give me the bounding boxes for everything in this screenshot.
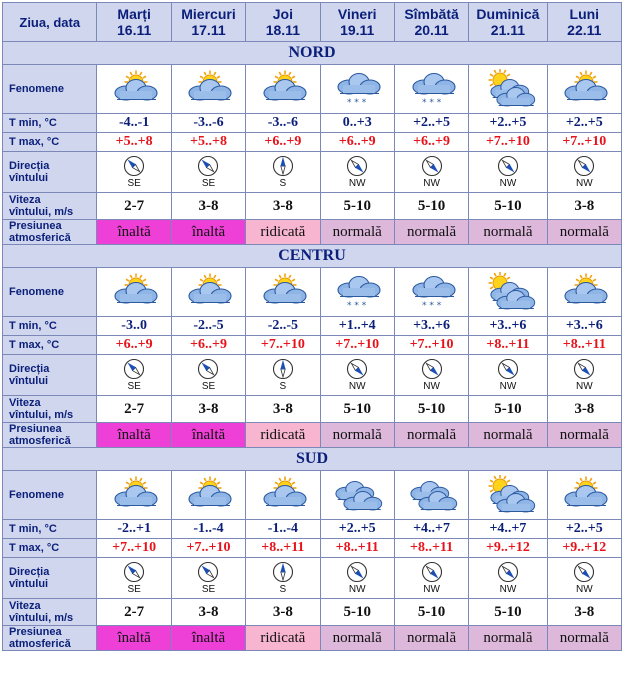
- tmax-value: +5..+8: [171, 133, 245, 152]
- svg-text:* * *: * * *: [421, 98, 441, 108]
- tmin-row: [3, 317, 622, 336]
- pressure-value: înaltă: [97, 626, 171, 651]
- tmax-value: +7..+10: [171, 539, 245, 558]
- tmin-value: -3..0: [97, 317, 171, 336]
- wind-speed-value: 3-8: [547, 396, 621, 423]
- wind-direction-row: [3, 558, 622, 599]
- wind-direction-code: SE: [201, 584, 216, 595]
- row-label: [3, 558, 97, 599]
- compass-icon: [395, 561, 468, 583]
- tmin-value: -3..-6: [246, 114, 320, 133]
- wind-speed-value: 2-7: [97, 599, 171, 626]
- wind-direction-code: SE: [201, 381, 216, 392]
- wind-direction-code: NW: [575, 381, 593, 392]
- wind-direction-cell: [547, 558, 621, 599]
- day-date: 17.11: [191, 22, 226, 38]
- phenomena-cell: [97, 268, 171, 317]
- day-name: Marți: [117, 6, 151, 22]
- row-label-text: T min, °C: [9, 320, 57, 332]
- tmax-value: +7..+10: [469, 133, 547, 152]
- row-label-text: Viteza: [9, 194, 41, 206]
- compass-icon: [548, 155, 621, 177]
- cloudy-icon: [321, 475, 394, 515]
- wind-direction-code: NW: [348, 381, 366, 392]
- row-label-text: Fenomene: [9, 83, 65, 95]
- wind-direction-cell: [320, 152, 394, 193]
- phenomena-cell: [97, 471, 171, 520]
- pressure-value: normală: [469, 423, 547, 448]
- wind-direction-cell: [246, 152, 320, 193]
- wind-direction-cell: [97, 355, 171, 396]
- tmax-value: +9..+12: [469, 539, 547, 558]
- compass-icon: [321, 155, 394, 177]
- day-header: [320, 3, 394, 42]
- row-label: [3, 65, 97, 114]
- day-name: Duminică: [476, 6, 540, 22]
- compass-icon: [172, 155, 245, 177]
- cloudy-snow-icon: [395, 272, 468, 312]
- row-label: [3, 193, 97, 220]
- wind-speed-value: 3-8: [171, 599, 245, 626]
- phenomena-cell: [469, 268, 547, 317]
- day-name: Miercuri: [181, 6, 236, 22]
- compass-icon: [321, 358, 394, 380]
- phenomena-cell: [246, 471, 320, 520]
- tmin-value: +3..+6: [394, 317, 468, 336]
- phenomena-cell: [469, 65, 547, 114]
- day-header: [469, 3, 547, 42]
- tmax-value: +6..+9: [171, 336, 245, 355]
- forecast-body: [3, 42, 622, 651]
- tmin-value: -2..+1: [97, 520, 171, 539]
- wind-direction-code: NW: [423, 178, 440, 189]
- wind-speed-value: 5-10: [394, 396, 468, 423]
- partly-cloudy-icon: [246, 69, 319, 109]
- partly-cloudy-icon: [172, 69, 245, 109]
- tmin-value: -3..-6: [171, 114, 245, 133]
- tmax-value: +6..+9: [246, 133, 320, 152]
- tmax-value: +6..+9: [320, 133, 394, 152]
- compass-icon: [469, 358, 546, 380]
- row-label-text: vîntului, m/s: [9, 206, 74, 218]
- region-header-row: [3, 42, 622, 65]
- day-header: [171, 3, 245, 42]
- wind-direction-code: NW: [348, 584, 366, 595]
- row-label-text: atmosferică: [9, 638, 71, 650]
- pressure-value: ridicată: [246, 423, 320, 448]
- row-label-text: vîntului, m/s: [9, 612, 74, 624]
- tmax-value: +8..+11: [547, 336, 621, 355]
- row-label: [3, 133, 97, 152]
- pressure-row: [3, 626, 622, 651]
- row-label: [3, 599, 97, 626]
- wind-speed-row: [3, 599, 622, 626]
- region-title: NORD: [3, 42, 622, 65]
- row-label-text: Fenomene: [9, 286, 65, 298]
- partly-cloudy-icon: [172, 475, 245, 515]
- wind-speed-value: 3-8: [171, 193, 245, 220]
- compass-icon: [97, 358, 170, 380]
- tmax-value: +7..+10: [97, 539, 171, 558]
- row-label: [3, 520, 97, 539]
- compass-icon: [97, 155, 170, 177]
- forecast-table: [2, 2, 622, 651]
- compass-icon: [246, 561, 319, 583]
- row-label: [3, 355, 97, 396]
- cloudy-sun-icon: [469, 272, 546, 312]
- svg-text:* * *: * * *: [347, 98, 367, 108]
- row-label: [3, 423, 97, 448]
- tmin-value: +2..+5: [394, 114, 468, 133]
- wind-direction-cell: [547, 355, 621, 396]
- day-header: [547, 3, 621, 42]
- partly-cloudy-icon: [548, 475, 621, 515]
- day-date: 21.11: [490, 22, 526, 38]
- phenomena-row: [3, 65, 622, 114]
- tmin-value: +2..+5: [547, 520, 621, 539]
- wind-direction-code: NW: [575, 178, 593, 189]
- phenomena-cell: [171, 65, 245, 114]
- day-name: Vineri: [337, 6, 377, 22]
- wind-speed-value: 2-7: [97, 396, 171, 423]
- tmax-value: +7..+10: [547, 133, 621, 152]
- cloudy-sun-icon: [469, 475, 546, 515]
- phenomena-cell: [246, 65, 320, 114]
- compass-icon: [172, 358, 245, 380]
- wind-direction-cell: [171, 558, 245, 599]
- compass-icon: [97, 561, 170, 583]
- pressure-value: înaltă: [171, 423, 245, 448]
- tmax-value: +9..+12: [547, 539, 621, 558]
- phenomena-cell: [394, 471, 468, 520]
- tmin-value: 0..+3: [320, 114, 394, 133]
- tmin-row: [3, 520, 622, 539]
- wind-speed-value: 3-8: [171, 396, 245, 423]
- cloudy-snow-icon: [395, 69, 468, 109]
- tmax-value: +8..+11: [469, 336, 547, 355]
- svg-text:* * *: * * *: [421, 301, 441, 311]
- row-label-text: T max, °C: [9, 339, 60, 351]
- phenomena-cell: [547, 471, 621, 520]
- row-label-text: vîntului: [9, 172, 49, 184]
- pressure-value: normală: [469, 220, 547, 245]
- wind-direction-code: S: [279, 381, 287, 392]
- cloudy-icon: [395, 475, 468, 515]
- compass-icon: [246, 155, 319, 177]
- wind-direction-cell: [97, 558, 171, 599]
- wind-direction-cell: [469, 558, 547, 599]
- pressure-value: normală: [547, 220, 621, 245]
- wind-speed-value: 5-10: [469, 193, 547, 220]
- compass-icon: [321, 561, 394, 583]
- wind-direction-cell: [469, 355, 547, 396]
- wind-direction-cell: [171, 355, 245, 396]
- day-date: 22.11: [567, 22, 602, 38]
- tmin-value: +1..+4: [320, 317, 394, 336]
- phenomena-cell: [97, 65, 171, 114]
- wind-speed-value: 5-10: [394, 599, 468, 626]
- tmin-value: +2..+5: [320, 520, 394, 539]
- row-label: [3, 317, 97, 336]
- phenomena-row: [3, 471, 622, 520]
- wind-speed-value: 5-10: [320, 193, 394, 220]
- svg-text:* * *: * * *: [347, 301, 367, 311]
- tmax-row: [3, 133, 622, 152]
- row-label: [3, 152, 97, 193]
- partly-cloudy-icon: [548, 69, 621, 109]
- tmin-value: -2..-5: [171, 317, 245, 336]
- wind-direction-code: NW: [499, 381, 517, 392]
- row-label-text: vîntului: [9, 375, 49, 387]
- header-row: [3, 3, 622, 42]
- row-label: [3, 268, 97, 317]
- region-header-row: [3, 245, 622, 268]
- region-title: CENTRU: [3, 245, 622, 268]
- partly-cloudy-icon: [97, 69, 170, 109]
- tmax-value: +8..+11: [246, 539, 320, 558]
- wind-direction-cell: [394, 355, 468, 396]
- pressure-value: ridicată: [246, 626, 320, 651]
- pressure-value: ridicată: [246, 220, 320, 245]
- phenomena-cell: [320, 65, 394, 114]
- phenomena-cell: [547, 268, 621, 317]
- wind-direction-cell: [97, 152, 171, 193]
- phenomena-row: [3, 268, 622, 317]
- row-label-text: Direcția: [9, 363, 50, 375]
- wind-direction-cell: [469, 152, 547, 193]
- tmin-row: [3, 114, 622, 133]
- wind-speed-value: 3-8: [246, 193, 320, 220]
- tmin-value: +3..+6: [547, 317, 621, 336]
- wind-direction-code: SE: [127, 381, 141, 392]
- row-label-text: Presiunea: [9, 220, 62, 232]
- row-label-text: atmosferică: [9, 435, 71, 447]
- day-header: [394, 3, 468, 42]
- pressure-value: normală: [394, 423, 468, 448]
- wind-speed-row: [3, 396, 622, 423]
- wind-direction-code: NW: [575, 584, 593, 595]
- day-name: Sîmbătă: [404, 6, 459, 22]
- tmax-value: +7..+10: [394, 336, 468, 355]
- cloudy-snow-icon: [321, 272, 394, 312]
- wind-direction-code: SE: [127, 584, 141, 595]
- compass-icon: [395, 358, 468, 380]
- row-label-text: atmosferică: [9, 232, 71, 244]
- tmax-value: +5..+8: [97, 133, 171, 152]
- wind-direction-code: NW: [423, 584, 440, 595]
- wind-speed-value: 3-8: [246, 396, 320, 423]
- wind-direction-row: [3, 355, 622, 396]
- tmin-value: +2..+5: [547, 114, 621, 133]
- row-label-text: Direcția: [9, 160, 50, 172]
- tmax-value: +7..+10: [320, 336, 394, 355]
- compass-icon: [395, 155, 468, 177]
- pressure-value: normală: [320, 220, 394, 245]
- row-label-text: T min, °C: [9, 117, 57, 129]
- row-label: [3, 471, 97, 520]
- day-date: 18.11: [265, 22, 300, 38]
- region-header-row: [3, 448, 622, 471]
- wind-direction-code: NW: [423, 381, 440, 392]
- pressure-value: normală: [547, 423, 621, 448]
- compass-icon: [469, 155, 546, 177]
- tmin-value: +4..+7: [394, 520, 468, 539]
- tmin-value: +2..+5: [469, 114, 547, 133]
- compass-icon: [548, 358, 621, 380]
- pressure-value: înaltă: [97, 220, 171, 245]
- wind-direction-cell: [394, 152, 468, 193]
- row-label-text: Viteza: [9, 397, 41, 409]
- pressure-value: normală: [469, 626, 547, 651]
- tmax-value: +7..+10: [246, 336, 320, 355]
- wind-direction-code: SE: [201, 178, 216, 189]
- wind-direction-code: SE: [127, 178, 141, 189]
- tmin-value: -1..-4: [171, 520, 245, 539]
- wind-speed-value: 5-10: [394, 193, 468, 220]
- pressure-value: înaltă: [171, 626, 245, 651]
- day-date: 16.11: [117, 22, 152, 38]
- wind-direction-code: NW: [499, 584, 517, 595]
- wind-direction-code: NW: [348, 178, 366, 189]
- phenomena-cell: [320, 268, 394, 317]
- phenomena-cell: [394, 268, 468, 317]
- pressure-value: înaltă: [97, 423, 171, 448]
- wind-speed-value: 5-10: [469, 396, 547, 423]
- day-name: Luni: [569, 6, 600, 22]
- row-label-text: Presiunea: [9, 423, 62, 435]
- day-name: Joi: [272, 6, 293, 22]
- partly-cloudy-icon: [246, 272, 319, 312]
- compass-icon: [548, 561, 621, 583]
- pressure-value: normală: [320, 423, 394, 448]
- phenomena-cell: [246, 268, 320, 317]
- row-label: [3, 220, 97, 245]
- pressure-value: normală: [547, 626, 621, 651]
- wind-direction-cell: [320, 355, 394, 396]
- tmax-value: +6..+9: [97, 336, 171, 355]
- row-label-text: Presiunea: [9, 626, 62, 638]
- tmax-value: +8..+11: [320, 539, 394, 558]
- wind-direction-row: [3, 152, 622, 193]
- wind-direction-cell: [394, 558, 468, 599]
- row-label-text: Direcția: [9, 566, 50, 578]
- phenomena-cell: [469, 471, 547, 520]
- wind-speed-row: [3, 193, 622, 220]
- compass-icon: [469, 561, 546, 583]
- wind-speed-value: 5-10: [320, 396, 394, 423]
- wind-direction-cell: [547, 152, 621, 193]
- pressure-value: înaltă: [171, 220, 245, 245]
- row-label-text: T min, °C: [9, 523, 57, 535]
- row-label-text: vîntului: [9, 578, 49, 590]
- phenomena-cell: [547, 65, 621, 114]
- phenomena-cell: [320, 471, 394, 520]
- pressure-value: normală: [394, 220, 468, 245]
- wind-direction-cell: [246, 355, 320, 396]
- compass-icon: [172, 561, 245, 583]
- wind-speed-value: 3-8: [246, 599, 320, 626]
- wind-speed-value: 3-8: [547, 193, 621, 220]
- header-corner: Ziua, data: [3, 3, 97, 42]
- wind-speed-value: 5-10: [320, 599, 394, 626]
- pressure-value: normală: [394, 626, 468, 651]
- row-label-text: Fenomene: [9, 489, 65, 501]
- row-label: [3, 626, 97, 651]
- wind-direction-code: S: [279, 178, 287, 189]
- row-label-text: Viteza: [9, 600, 41, 612]
- row-label: [3, 336, 97, 355]
- wind-direction-code: S: [279, 584, 287, 595]
- region-title: SUD: [3, 448, 622, 471]
- day-header: [97, 3, 171, 42]
- tmax-value: +8..+11: [394, 539, 468, 558]
- pressure-row: [3, 220, 622, 245]
- partly-cloudy-icon: [97, 475, 170, 515]
- tmax-value: +6..+9: [394, 133, 468, 152]
- row-label: [3, 539, 97, 558]
- wind-direction-cell: [320, 558, 394, 599]
- wind-direction-cell: [246, 558, 320, 599]
- tmin-value: -2..-5: [246, 317, 320, 336]
- pressure-row: [3, 423, 622, 448]
- phenomena-cell: [171, 268, 245, 317]
- day-header: [246, 3, 320, 42]
- cloudy-sun-icon: [469, 69, 546, 109]
- row-label-text: T max, °C: [9, 542, 60, 554]
- compass-icon: [246, 358, 319, 380]
- tmax-row: [3, 539, 622, 558]
- row-label: [3, 114, 97, 133]
- tmin-value: -4..-1: [97, 114, 171, 133]
- phenomena-cell: [171, 471, 245, 520]
- row-label: [3, 396, 97, 423]
- tmin-value: +4..+7: [469, 520, 547, 539]
- wind-direction-code: NW: [499, 178, 517, 189]
- day-date: 20.11: [414, 22, 449, 38]
- partly-cloudy-icon: [246, 475, 319, 515]
- wind-direction-cell: [171, 152, 245, 193]
- row-label-text: T max, °C: [9, 136, 60, 148]
- tmin-value: -1..-4: [246, 520, 320, 539]
- phenomena-cell: [394, 65, 468, 114]
- wind-speed-value: 2-7: [97, 193, 171, 220]
- cloudy-snow-icon: [321, 69, 394, 109]
- wind-speed-value: 3-8: [547, 599, 621, 626]
- day-date: 19.11: [340, 22, 375, 38]
- row-label-text: vîntului, m/s: [9, 409, 74, 421]
- tmax-row: [3, 336, 622, 355]
- partly-cloudy-icon: [548, 272, 621, 312]
- partly-cloudy-icon: [172, 272, 245, 312]
- partly-cloudy-icon: [97, 272, 170, 312]
- wind-speed-value: 5-10: [469, 599, 547, 626]
- pressure-value: normală: [320, 626, 394, 651]
- tmin-value: +3..+6: [469, 317, 547, 336]
